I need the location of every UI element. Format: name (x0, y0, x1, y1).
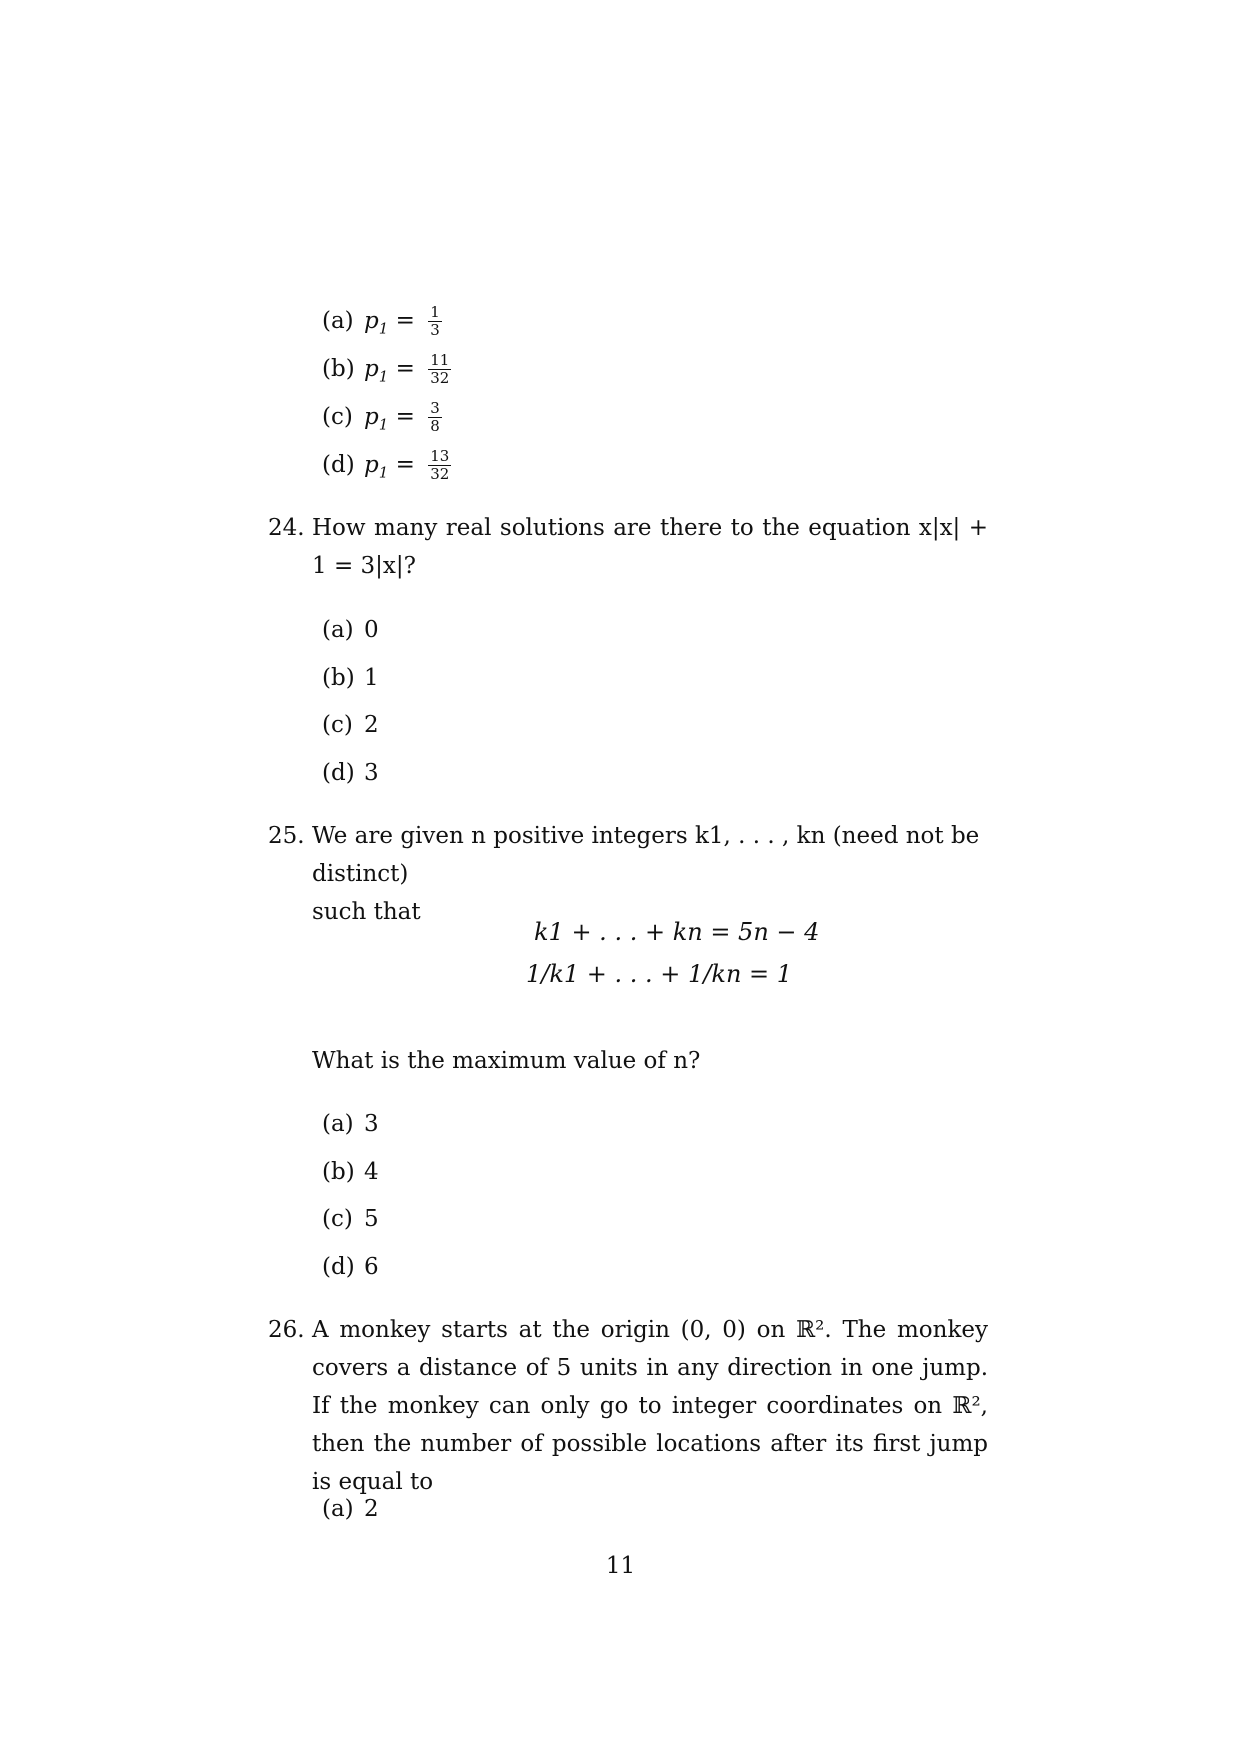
fraction: $\frac{1}{3}$ (430, 303, 440, 339)
question-25-prompt (268, 1042, 988, 1080)
q24-option-b: (b) 1 (322, 665, 379, 691)
question-text-line2: such that (312, 899, 421, 925)
fraction: $\frac{11}{32}$ (430, 351, 450, 387)
q23-option-c: (c) $p_1$ = $\frac{3}{8}$ (322, 399, 440, 435)
equation-reciprocal-sum: 1/k1 + . . . + 1/kn = 1 (526, 960, 793, 988)
q23-option-b: (b) $p_1$ = $\frac{11}{32}$ (322, 351, 450, 387)
fraction: $\frac{3}{8}$ (430, 399, 440, 435)
q23-option-d: (d) $p_1$ = $\frac{13}{32}$ (322, 447, 450, 483)
q25-option-b: (b) 4 (322, 1159, 379, 1185)
question-text: How many real solutions are there to the equation x|x| + 1 = 3|x|? (312, 515, 988, 579)
math-lhs: $p_1$ (364, 403, 389, 434)
q26-option-a: (a) 2 (322, 1496, 379, 1522)
math-lhs: $p_1$ (364, 307, 389, 338)
question-text: A monkey starts at the origin (0, 0) on ℝ². The monkey covers a distance of 5 units in any direction in one jump. If the monkey can only go to integer coordinates on ℝ², then the number of possible locations after its first jump is equal to (312, 1317, 988, 1495)
option-label: (c) (322, 403, 353, 430)
q24-option-a: (a) 0 (322, 617, 379, 643)
option-label: (b) (322, 355, 355, 382)
q25-option-a: (a) 3 (322, 1111, 379, 1137)
page-number: 11 (605, 1553, 636, 1579)
q23-option-a: (a) $p_1$ = $\frac{1}{3}$ (322, 303, 440, 339)
question-25 (268, 817, 988, 931)
q24-option-d: (d) 3 (322, 760, 379, 786)
math-lhs: $p_1$ (364, 355, 389, 386)
q25-option-d: (d) 6 (322, 1254, 379, 1280)
question-text-line1: We are given n positive integers k1, . . . , kn (need not be distinct) (312, 823, 980, 887)
question-26 (268, 1311, 988, 1501)
fraction: $\frac{13}{32}$ (430, 447, 450, 483)
equation-sum: k1 + . . . + kn = 5n − 4 (534, 918, 820, 946)
question-prompt: What is the maximum value of n? (312, 1048, 701, 1074)
question-24 (268, 509, 988, 585)
option-label: (d) (322, 451, 355, 478)
question-number: 24. (268, 515, 305, 541)
option-label: (a) (322, 307, 354, 334)
question-number: 25. (268, 823, 305, 849)
q25-option-c: (c) 5 (322, 1206, 379, 1232)
question-number: 26. (268, 1317, 305, 1343)
q24-option-c: (c) 2 (322, 712, 379, 738)
math-lhs: $p_1$ (364, 451, 389, 482)
